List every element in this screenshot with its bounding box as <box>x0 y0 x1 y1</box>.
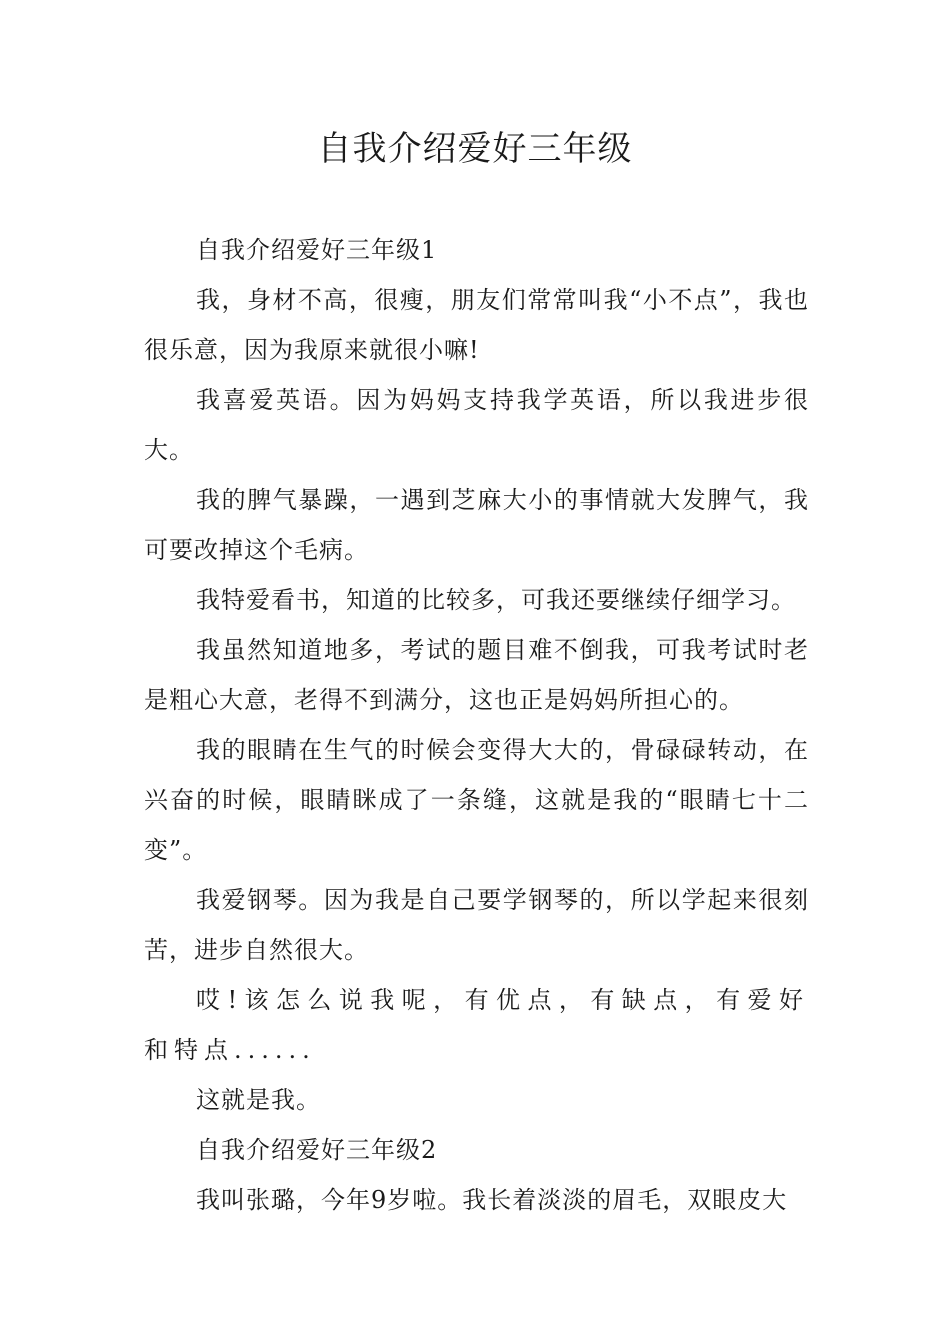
paragraph: 我叫张璐，今年9岁啦。我长着淡淡的眉毛，双眼皮大 <box>196 1186 788 1214</box>
paragraph: 我虽然知道地多，考试的题目难不倒我，可我考试时老是粗心大意，老得不到满分，这也正是妈妈所担心的。 <box>144 636 809 714</box>
paragraph: 我，身材不高，很瘦，朋友们常常叫我“小不点”，我也很乐意，因为我原来就很小嘛! <box>144 286 809 364</box>
paragraph: 这就是我。 <box>196 1086 321 1114</box>
paragraph: 我的眼睛在生气的时候会变得大大的，骨碌碌转动，在兴奋的时候，眼睛眯成了一条缝，这就是我的“眼睛七十二变”。 <box>144 736 809 864</box>
paragraph: 我的脾气暴躁，一遇到芝麻大小的事情就大发脾气，我可要改掉这个毛病。 <box>144 486 809 564</box>
document-body <box>144 225 809 1225</box>
section-heading: 自我介绍爱好三年级1 <box>196 236 438 264</box>
section-heading: 自我介绍爱好三年级2 <box>196 1136 438 1164</box>
document-title: 自我介绍爱好三年级 <box>317 129 633 169</box>
paragraph: 哎!该怎么说我呢，有优点，有缺点，有爱好和特点...... <box>144 986 809 1064</box>
paragraph: 我喜爱英语。因为妈妈支持我学英语，所以我进步很大。 <box>144 386 809 464</box>
paragraph: 我爱钢琴。因为我是自己要学钢琴的，所以学起来很刻苦，进步自然很大。 <box>144 886 809 964</box>
paragraph: 我特爱看书，知道的比较多，可我还要继续仔细学习。 <box>196 586 796 614</box>
